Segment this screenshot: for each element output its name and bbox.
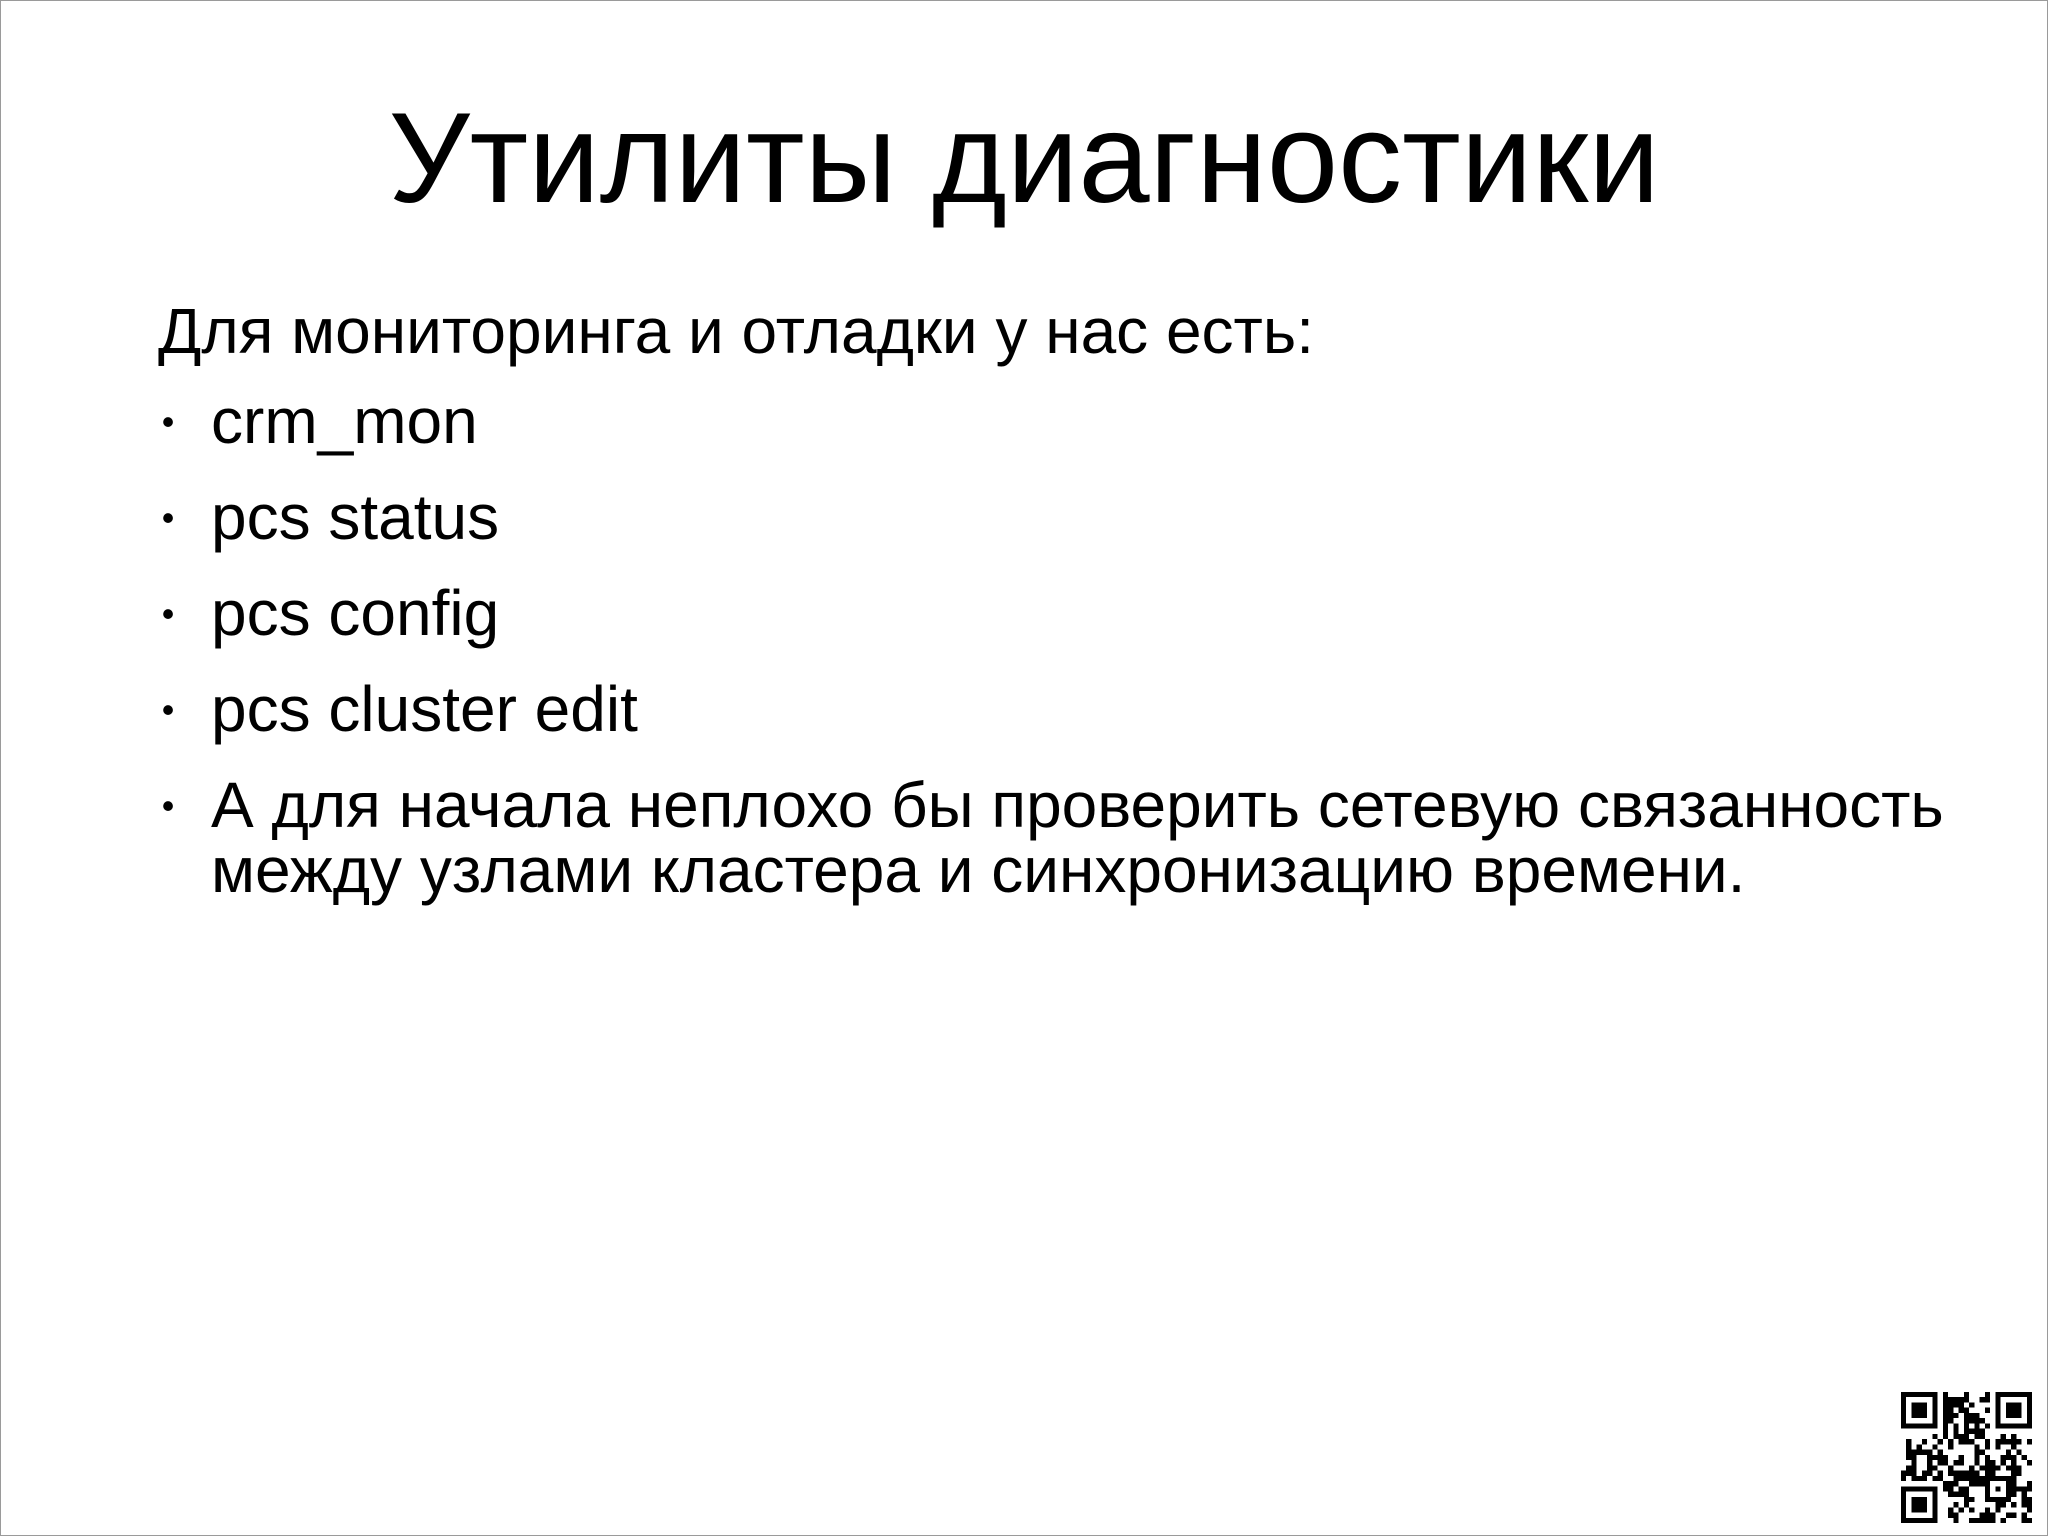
list-item-text: pcs config	[211, 577, 500, 649]
list-item-text: crm_mon	[211, 385, 478, 457]
slide-title: Утилиты диагностики	[388, 87, 1660, 230]
list-item	[158, 385, 1958, 457]
list-item	[158, 673, 1958, 745]
bullet-icon: •	[161, 497, 175, 538]
bullet-list	[158, 385, 1958, 934]
list-item-text: pcs status	[211, 481, 500, 553]
bullet-icon: •	[161, 401, 175, 442]
intro-text: Для мониторинга и отладки у нас есть:	[158, 295, 1314, 367]
qr-code-icon	[1901, 1392, 2032, 1523]
list-item-text: А для начала неплохо бы проверить сетевую связанность между узлами кластера и синхронизацию времени.	[211, 769, 1944, 906]
list-item	[158, 481, 1958, 553]
bullet-icon: •	[161, 593, 175, 634]
list-item	[158, 769, 1958, 906]
bullet-icon: •	[161, 785, 175, 826]
list-item	[158, 577, 1958, 649]
list-item-text: pcs cluster edit	[211, 673, 638, 745]
bullet-icon: •	[161, 689, 175, 730]
